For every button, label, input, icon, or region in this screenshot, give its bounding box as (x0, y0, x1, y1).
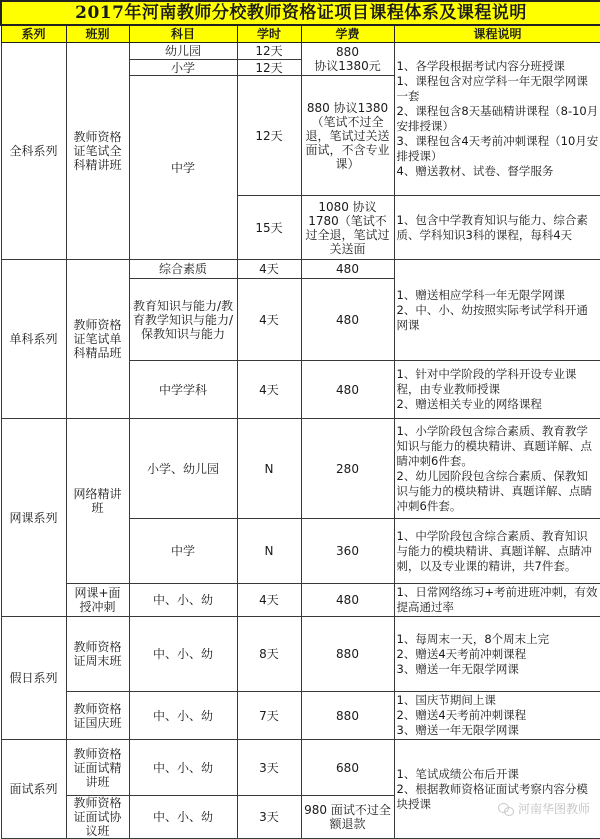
description-line: 2、赠送相关专业的网络课程 (396, 397, 542, 411)
series-cell: 面试系列 (1, 740, 66, 839)
page-title: 2017年河南教师分校教师资格证项目课程体系及课程说明 (1, 1, 600, 25)
fee-cell: 480 (301, 361, 394, 419)
description-cell (394, 361, 600, 419)
table-row (1, 617, 600, 692)
description-line: 1、各学段根据考试内容分班授课 (396, 59, 565, 73)
description-line: 3、赠送一年无限学网课 (396, 661, 519, 676)
description-line: 1、针对中学阶段的学科开设专业课程，由专业教师授课 (396, 367, 577, 396)
description-line: 1、国庆节期间上课 (396, 693, 496, 707)
fee-cell: 360 (301, 519, 394, 584)
header-duration: 学时 (237, 25, 301, 43)
class-cell: 教师资格证面试协议班 (66, 796, 129, 839)
fee-cell: 680 (301, 740, 394, 796)
fee-line: 协议1380元 (314, 59, 381, 73)
table-row (1, 260, 600, 279)
duration-cell: N (237, 519, 301, 584)
fee-cell: 880 (301, 692, 394, 740)
header-series: 系列 (1, 25, 66, 43)
subject-cell: 综合素质 (129, 260, 237, 279)
subject-cell: 中、小、幼 (129, 617, 237, 692)
fee-cell: 880 协议1380（笔试不过全退，笔试过关送面试，不含专业课） (301, 76, 394, 196)
description-line: 2、幼儿园阶段包含综合素质、保教知识与能力的模块精讲、真题详解、点睛冲刺6件套。 (396, 468, 592, 513)
class-cell: 教师资格证笔试单科精品班 (66, 260, 129, 419)
duration-cell: 4天 (237, 260, 301, 279)
series-cell: 网课系列 (1, 419, 66, 617)
subject-cell: 小学、幼儿园 (129, 419, 237, 519)
class-cell: 教师资格证国庆班 (66, 692, 129, 740)
description-line: 1、赠送相应学科一年无限学网课 (396, 287, 565, 302)
table-row (1, 692, 600, 740)
fee-cell: 480 (301, 584, 394, 617)
fee-cell: 480 (301, 279, 394, 361)
subject-cell: 中、小、幼 (129, 584, 237, 617)
duration-cell: 12天 (237, 60, 301, 76)
duration-cell: 4天 (237, 361, 301, 419)
class-cell: 教师资格证笔试全科精讲班 (66, 43, 129, 260)
description-line: 2、根据教师资格证面试考察内容分模块授课 (396, 781, 588, 811)
description-cell (394, 692, 600, 740)
description-cell: 1、日常网络练习+考前进班冲刺，有效提高通过率 (394, 584, 600, 617)
description-line: 2、中、小、幼按照实际考试学科开通网课 (396, 302, 588, 332)
class-cell: 教师资格证面试精讲班 (66, 740, 129, 796)
header-subject: 科目 (129, 25, 237, 43)
fee-cell: 480 (301, 260, 394, 279)
description-cell: 1、包含中学教育知识与能力、综合素质、学科知识3科的课程，每科4天 (394, 196, 600, 260)
fee-cell (301, 43, 394, 76)
watermark (498, 800, 590, 817)
description-line: 3、课程包含4天考前冲刺课程（10月安排授课） (396, 134, 599, 163)
series-cell: 假日系列 (1, 617, 66, 740)
duration-cell: 8天 (237, 617, 301, 692)
description-line: 1、笔试成绩公布后开课 (396, 766, 519, 781)
table-row (1, 419, 600, 519)
description-line: 2、赠送4天考前冲刺课程 (396, 646, 527, 661)
fee-cell: 1080 协议1780（笔试不过全退，笔试过关送面 (301, 196, 394, 260)
description-cell: 1、中学阶段包含综合素质、教育知识与能力的模块精讲、真题详解、点睛冲刺，以及专业课的精讲，共7件套。 (394, 519, 600, 584)
header-class: 班别 (66, 25, 129, 43)
title-row (1, 1, 600, 25)
description-cell (394, 419, 600, 519)
duration-cell: 4天 (237, 279, 301, 361)
subject-cell: 中学 (129, 519, 237, 584)
description-line: 1、课程包含对应学科一年无限学网课一套 (396, 74, 588, 103)
series-cell: 全科系列 (1, 43, 66, 260)
table-row (1, 584, 600, 617)
fee-cell: 280 (301, 419, 394, 519)
subject-cell: 中学 (129, 76, 237, 260)
description-cell (394, 617, 600, 692)
subject-cell: 中学学科 (129, 361, 237, 419)
duration-cell: 15天 (237, 196, 301, 260)
duration-cell: 3天 (237, 796, 301, 839)
description-cell (394, 43, 600, 196)
class-cell: 网络精讲班 (66, 419, 129, 584)
duration-cell: N (237, 419, 301, 519)
table-row (1, 43, 600, 60)
header-fee: 学费 (301, 25, 394, 43)
subject-cell: 中、小、幼 (129, 740, 237, 796)
duration-cell: 4天 (237, 584, 301, 617)
description-line: 2、赠送4天考前冲刺课程 (396, 708, 527, 722)
wechat-icon (498, 803, 514, 815)
fee-cell: 880 (301, 617, 394, 692)
description-cell (394, 260, 600, 361)
header-description: 课程说明 (394, 25, 600, 43)
class-cell: 教师资格证周末班 (66, 617, 129, 692)
watermark-text: 河南华图教师 (517, 802, 590, 816)
description-line: 2、课程包含8天基础精讲课程（8-10月安排授课） (396, 104, 599, 133)
subject-cell: 教育知识与能力/教育教学知识与能力/保教知识与能力 (129, 279, 237, 361)
series-cell: 单科系列 (1, 260, 66, 419)
subject-cell: 中、小、幼 (129, 796, 237, 839)
description-line: 4、赠送教材、试卷、督学服务 (396, 164, 554, 178)
duration-cell: 3天 (237, 740, 301, 796)
fee-line: 880 (336, 45, 359, 59)
description-line: 1、每周末一天，8个周末上完 (396, 631, 550, 646)
header-row (1, 25, 600, 43)
class-cell: 网课+面授冲刺 (66, 584, 129, 617)
description-line: 3、赠送一年无限学网课 (396, 723, 519, 737)
duration-cell: 7天 (237, 692, 301, 740)
subject-cell: 中、小、幼 (129, 692, 237, 740)
duration-cell: 12天 (237, 76, 301, 196)
subject-cell: 幼儿园 (129, 43, 237, 60)
description-line: 1、小学阶段包含综合素质、教育教学知识与能力的模块精讲、真题详解、点睛冲刺6件套。 (396, 423, 592, 468)
subject-cell: 小学 (129, 60, 237, 76)
description-cell (394, 740, 600, 839)
fee-cell: 980 面试不过全额退款 (301, 796, 394, 839)
table-row (1, 740, 600, 796)
duration-cell: 12天 (237, 43, 301, 60)
